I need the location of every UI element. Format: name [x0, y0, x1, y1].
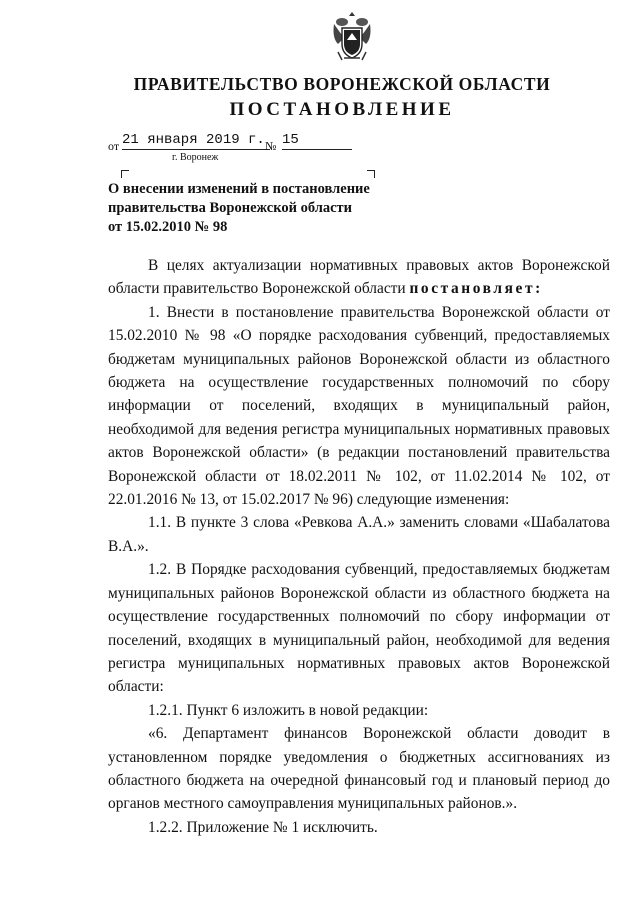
document-date: 21 января 2019 г.: [122, 132, 270, 150]
organization-name: ПРАВИТЕЛЬСТВО ВОРОНЕЖСКОЙ ОБЛАСТИ: [133, 74, 551, 94]
number-label: №: [265, 139, 277, 153]
body-paragraph: 1.1. В пункте 3 слова «Ревкова А.А.» заменить словами «Шабалатова В.А.».: [108, 514, 610, 555]
body-paragraph: 1.2.2. Приложение № 1 исключить.: [148, 818, 378, 836]
body-paragraph: 1.2.1. Пункт 6 изложить в новой редакции:: [148, 701, 429, 719]
subject-bracket-left: [121, 170, 129, 178]
body-paragraph: «6. Департамент финансов Воронежской области доводит в установленном порядке уведомления о бюджетных ассигнованиях из областного бюджета на очередной финансовый год и плановый период до органов местного самоуправления муниципальных районов.».: [108, 725, 610, 813]
document-number: 15: [282, 132, 352, 150]
city-label: г. Воронеж: [172, 152, 219, 163]
preamble-text: В целях актуализации нормативных правовых актов Воронежской области правительство Воронежской области: [108, 257, 610, 298]
date-label: от: [108, 139, 120, 153]
resolves-keyword: постановляет:: [409, 280, 543, 298]
document-body: [108, 254, 610, 839]
coat-of-arms-icon: [330, 8, 374, 66]
document-subject: [108, 180, 438, 237]
body-paragraph: 1.2. В Порядке расходования субвенций, предоставляемых бюджетам муниципальных районов Воронежской области из областного бюджета на осуществление государственных полномочий по сбору информации от поселений, входящих в муниципальный район, необходимой для ведения регистра муниципальных нормативных правовых актов Воронежской области:: [108, 561, 610, 696]
document-type-title: ПОСТАНОВЛЕНИЕ: [229, 99, 455, 120]
subject-line: от 15.02.2010 № 98: [108, 219, 228, 235]
body-paragraph: 1. Внести в постановление правительства Воронежской области от 15.02.2010 № 98 «О порядке расходования субвенций, предоставляемых бюджетам муниципальных районов Воронежской области из областного бюджета на осуществление государственных полномочий по сбору информации от поселений, входящих в муниципальный район, необходимой для ведения регистра муниципальных нормативных правовых актов Воронежской области» (в редакции постановлений правительства Воронежской области от 18.02.2011 № 102, от 11.02.2014 № 102, от 22.01.2016 № 13, от 15.02.2017 № 96) следующие изменения:: [108, 303, 610, 509]
preamble-paragraph: [108, 254, 610, 301]
subject-line: правительства Воронежской области: [108, 200, 353, 216]
subject-line: О внесении изменений в постановление: [108, 181, 370, 197]
subject-bracket-right: [367, 170, 375, 178]
